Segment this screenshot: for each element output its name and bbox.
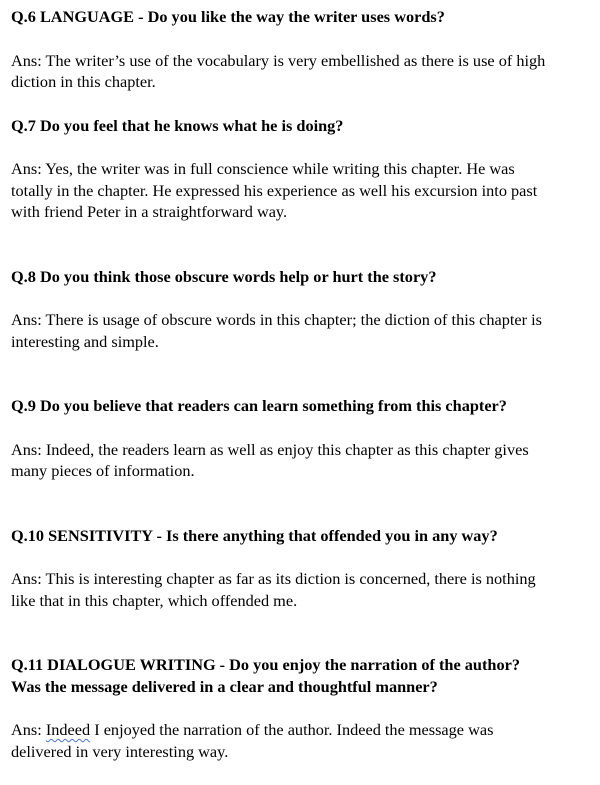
qa-block-q7 (11, 115, 600, 223)
qa-block-q10 (11, 525, 600, 612)
answer-q6-line-2: diction in this chapter. (11, 72, 156, 91)
question-q11-line-2: Was the message delivered in a clear and thoughtful manner? (11, 676, 438, 696)
answer-q11-line-2: delivered in very interesting way. (11, 741, 229, 761)
qa-block-q8 (11, 266, 600, 353)
answer-q6-line-1: Ans: The writer’s use of the vocabulary is very embellished as there is use of high (11, 50, 546, 70)
answer-q8-line-2: interesting and simple. (11, 331, 159, 351)
question-q8: Q.8 Do you think those obscure words help or hurt the story? (11, 266, 437, 286)
answer-q7-line-3: with friend Peter in a straightforward way. (11, 202, 288, 221)
answer-q10-line-2: like that in this chapter, which offended me. (11, 590, 298, 610)
answer-q11-rest: I enjoyed the narration of the author. Indeed the message was (90, 720, 494, 739)
answer-q11-line-1 (11, 719, 600, 741)
answer-q10-line-1: Ans: This is interesting chapter as far as its diction is concerned, there is nothing (11, 569, 536, 588)
question-q10: Q.10 SENSITIVITY - Is there anything that offended you in any way? (11, 525, 498, 545)
answer-q7-line-2: totally in the chapter. He expressed his experience as well his excursion into past (11, 180, 538, 200)
answer-q9-line-2: many pieces of information. (11, 461, 195, 480)
qa-block-q9 (11, 395, 600, 482)
question-q11-line-1: Q.11 DIALOGUE WRITING - Do you enjoy the narration of the author? (11, 655, 520, 674)
qa-block-q11 (11, 654, 600, 762)
question-q6: Q.6 LANGUAGE - Do you like the way the writer uses words? (11, 7, 445, 26)
question-q7: Q.7 Do you feel that he knows what he is doing? (11, 115, 344, 135)
question-q9: Q.9 Do you believe that readers can learn something from this chapter? (11, 396, 507, 415)
spellcheck-underlined-word: Indeed (45, 720, 91, 739)
answer-q8-line-1: Ans: There is usage of obscure words in this chapter; the diction of this chapter is (11, 310, 542, 329)
answer-q9-line-1: Ans: Indeed, the readers learn as well as enjoy this chapter as this chapter gives (11, 439, 529, 459)
answer-q7-line-1: Ans: Yes, the writer was in full conscience while writing this chapter. He was (11, 159, 515, 178)
qa-block-q6 (11, 6, 600, 93)
answer-q11-prefix: Ans: (11, 720, 46, 739)
